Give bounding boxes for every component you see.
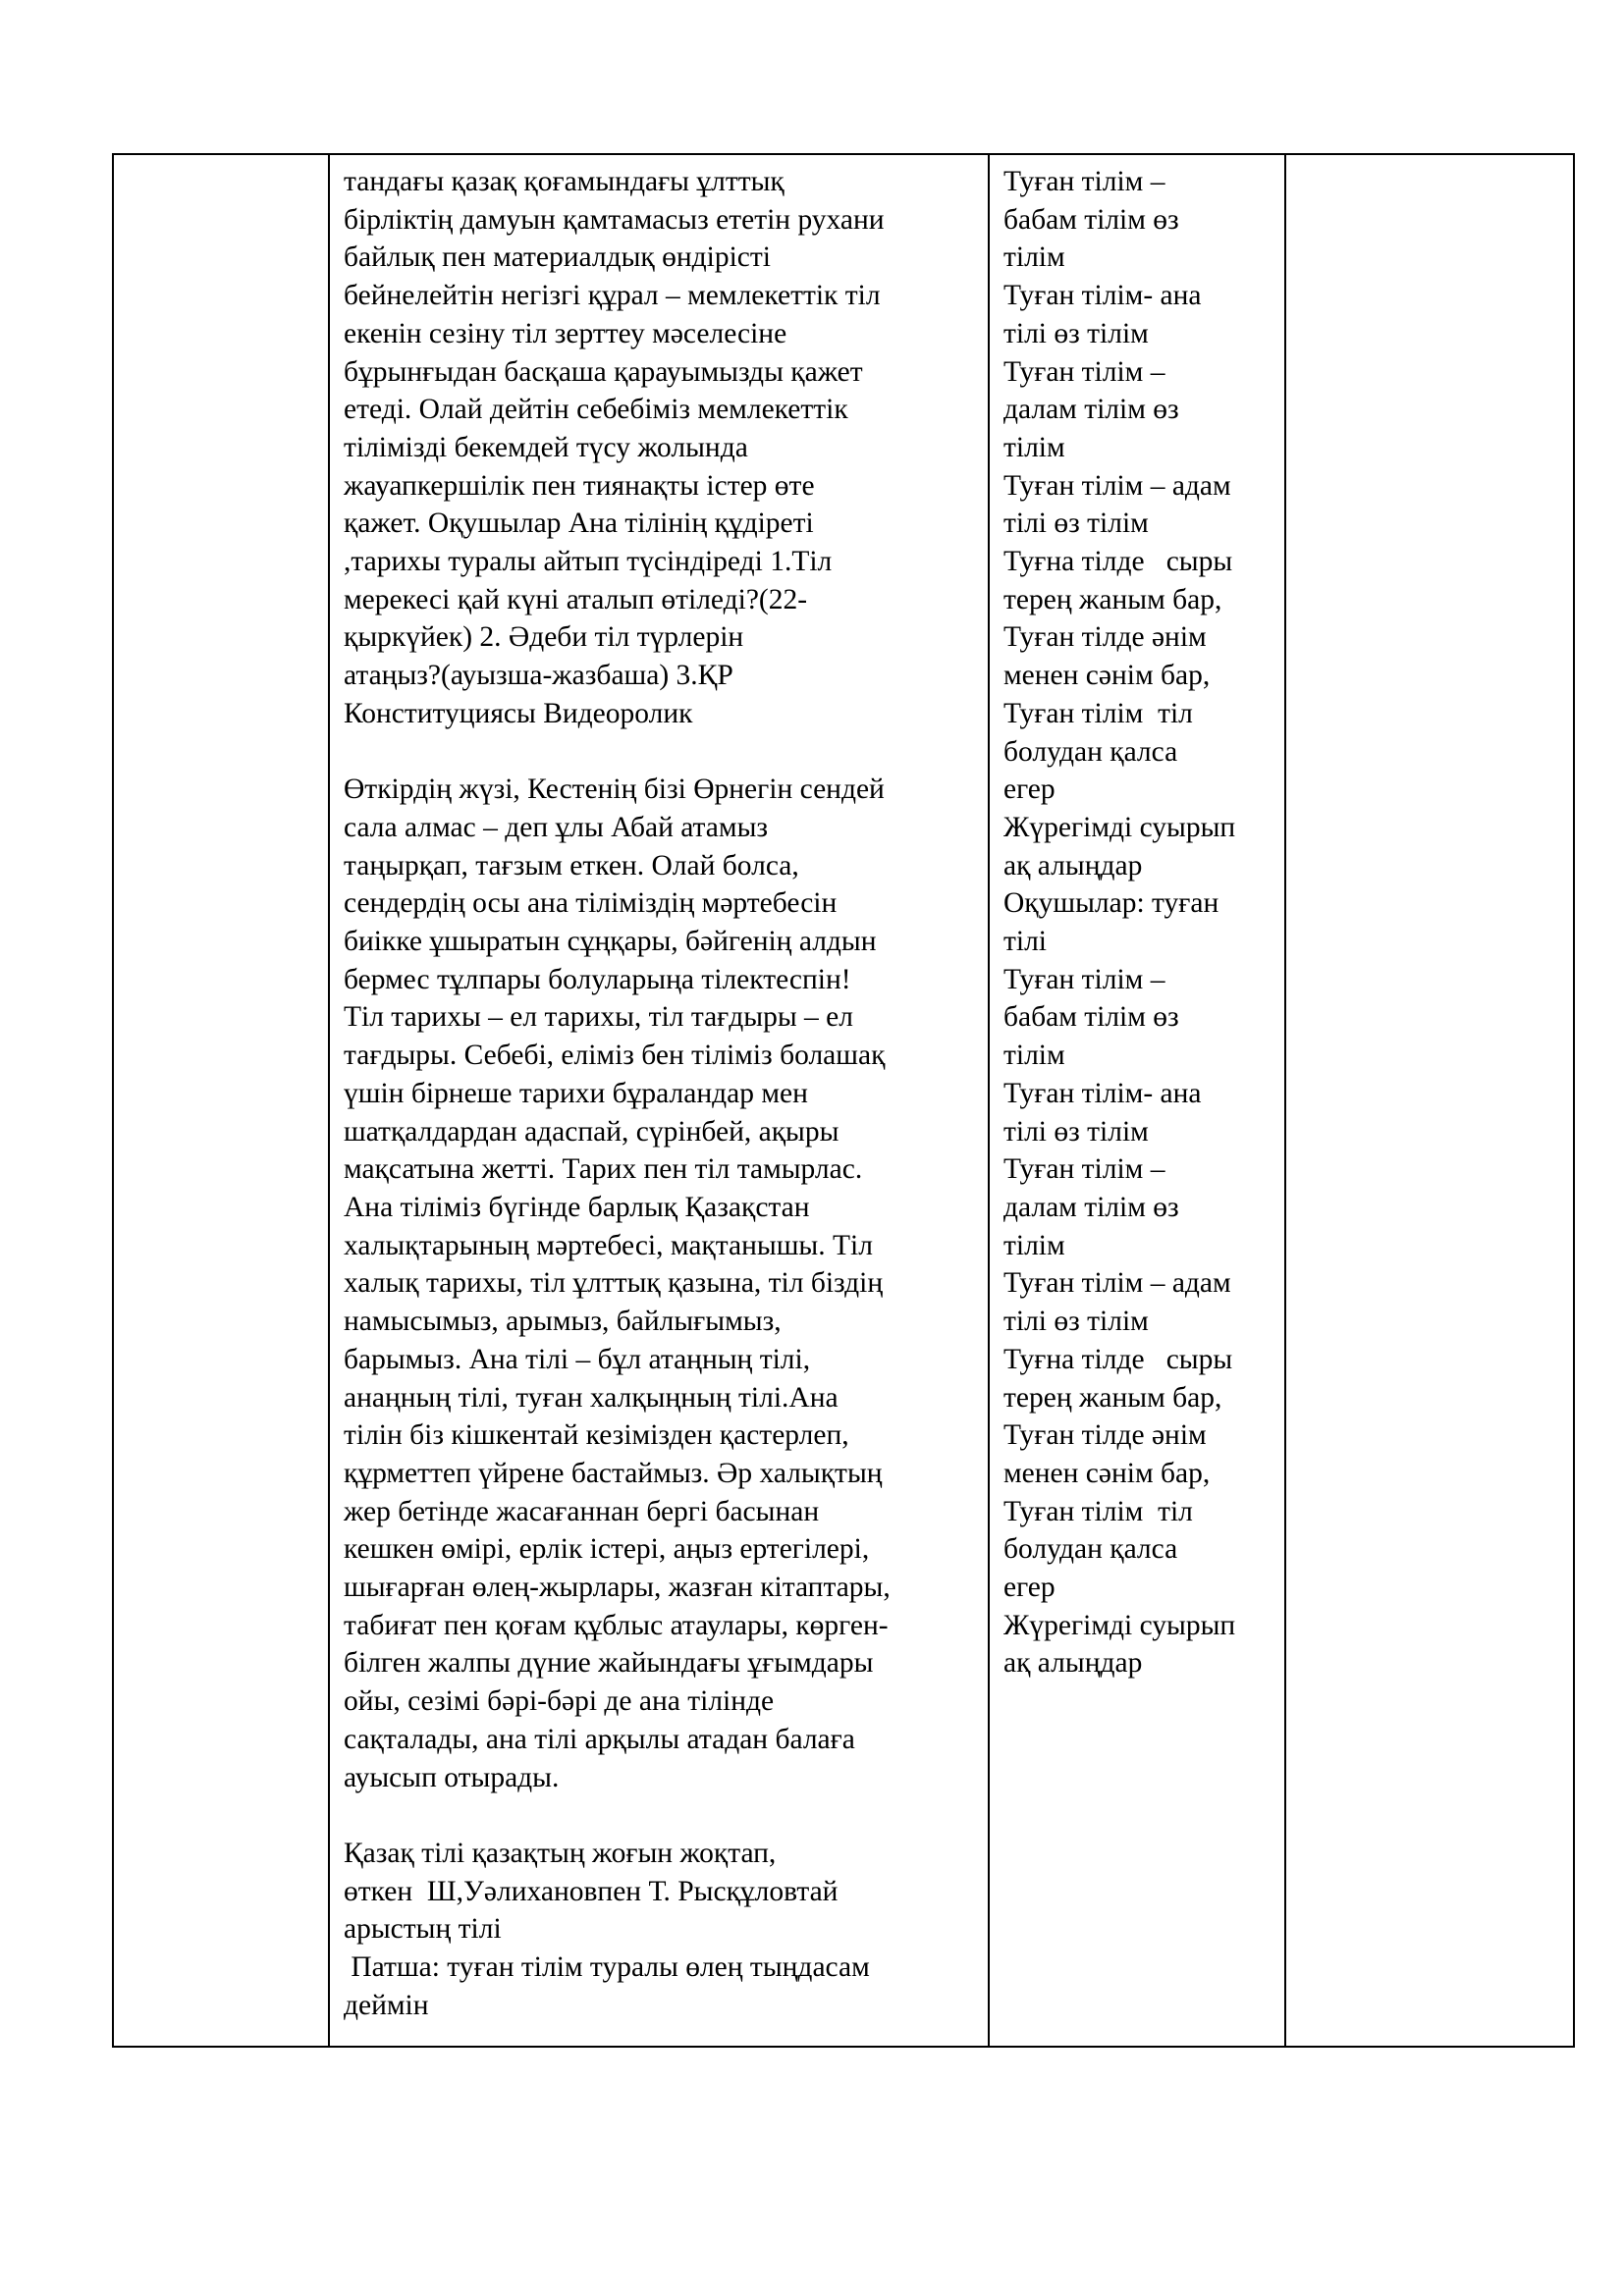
table-row [113,154,1574,2047]
table-cell-student-activity [989,154,1285,2047]
student-activity-text: Туған тілім – бабам тілім өз тілім Туған тілім- ана тілі өз тілім Туған тілім – далам тілім өз тілім Туған тілім – адам тілі өз тілім Туғна тілде сыры терең жаным бар, Туған тілде әнім менен сәнім бар, Туған тілім тіл болудан қалса егер Жүрегімді суырып ақ алыңдар Оқушылар: туған тілі Туған тілім – бабам тілім өз тілім Туған тілім- ана тілі өз тілім Туған тілім – далам тілім өз тілім Туған тілім – адам тілі өз тілім Туғна тілде сыры терең жаным бар, Туған тілде әнім менен сәнім бар, Туған тілім тіл болудан қалса егер Жүрегімді суырып ақ алыңдар [1003,166,1236,1680]
table-cell-assessment [1285,154,1574,2047]
table-cell-stage [113,154,329,2047]
table-cell-teacher-activity [329,154,989,2047]
teacher-activity-text: тандағы қазақ қоғамындағы ұлттық бірліктің дамуын қамтамасыз ететін рухани байлық пен материалдық өндірісті бейнелейтін негізгі құрал – мемлекеттік тіл екенін сезіну тіл зерттеу мәселесіне бұрынғыдан басқаша қарауымызды қажет етеді. Олай дейтін себебіміз мемлекеттік тілімізді бекемдей түсу жолында жауапкершілік пен тиянақты істер өте қажет. Оқушылар Ана тілінің құдіреті ,тарихы туралы айтып түсіндіреді 1.Тіл мерекесі қай күні аталып өтіледі?(22- қыркүйек) 2. Әдеби тіл түрлерін атаңыз?(ауызша-жазбаша) 3.ҚР Конституциясы Видеоролик Өткірдің жүзі, Кестенің бізі Өрнегін сендей сала алмас – деп ұлы Абай атамыз таңырқап, тағзым еткен. Олай болса, сендердің осы ана тіліміздің мәртебесін биікке ұшыратын сұңқары, бәйгенің алдын бермес тұлпары болуларыңа тілектеспін! Тіл тарихы – ел тарихы, тіл тағдыры – ел тағдыры. Себебі, еліміз бен тіліміз болашақ үшін бірнеше тарихи бұраландар мен шатқалдардан адаспай, сүрінбей, ақыры мақсатына жетті. Тарих пен тіл тамырлас. Ана тіліміз бүгінде барлық Қазақстан халықтарының мәртебесі, мақтанышы. Тіл халық тарихы, тіл ұлттық қазына, тіл біздің намысымыз, арымыз, байлығымыз, барымыз. Ана тілі – бұл атаңның тілі, анаңның тілі, туған халқыңның тілі.Ана тілін біз кішкентай кезімізден қастерлеп, құрметтеп үйрене бастаймыз. Әр халықтың жер бетінде жасағаннан бергі басынан кешкен өмірі, ерлік істері, аңыз ертегілері, шығарған өлең-жырлары, жазған кітаптары, табиғат пен қоғам құблыс атаулары, көрген- білген жалпы дүние жайындағы ұғымдары ойы, сезімі бәрі-бәрі де ана тілінде сақталады, ана тілі арқылы атадан балаға ауысып отырады. Қазақ тілі қазақтың жоғын жоқтап, өткен Ш,Уәлихановпен Т. Рысқұловтай арыстың тілі Патша: туған тілім туралы өлең тыңдасам деймін [344,166,891,2021]
lesson-table [112,153,1575,2048]
